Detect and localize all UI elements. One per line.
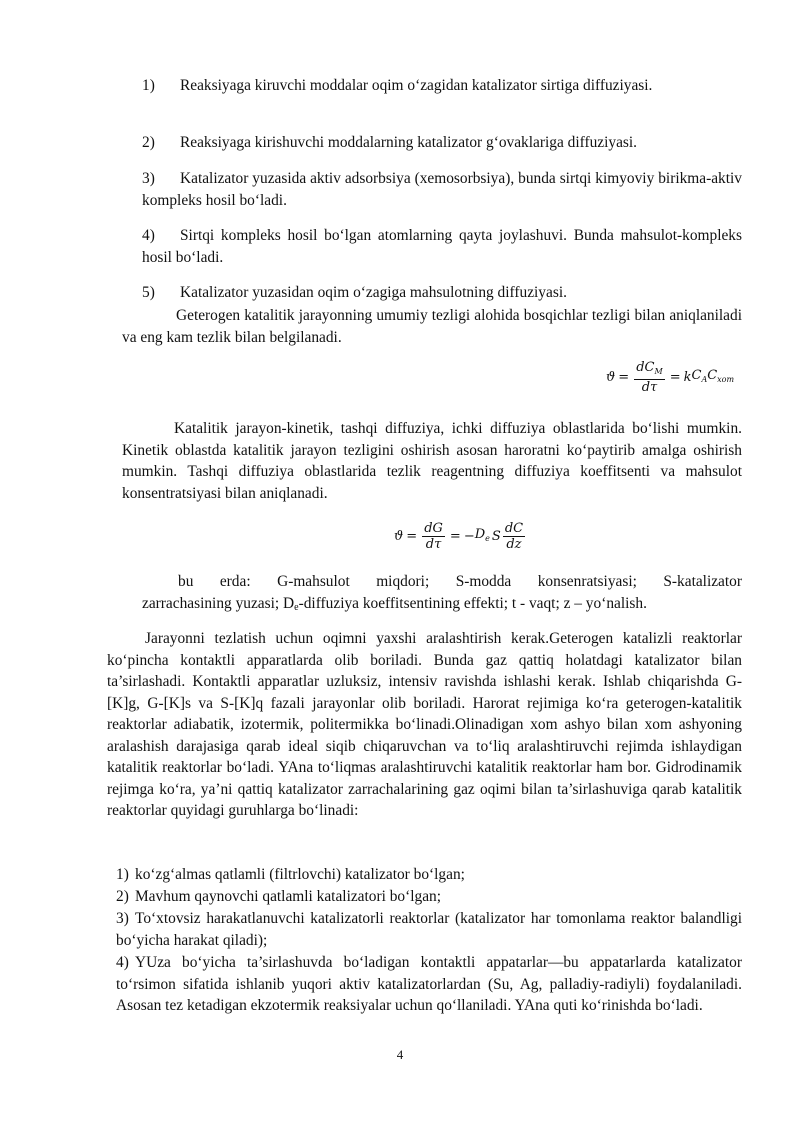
formula-c2: $C_{xom}$ [707, 367, 735, 384]
paragraph-rate: Geterogen katalitik jarayonning umumiy tezligi alohida bosqichlar tezligi bilan aniqlaniladi va eng kam tezlik bilan belgilanadi. [122, 307, 742, 346]
formula-k: k [683, 369, 692, 385]
group-text: To‘xtovsiz harakatlanuvchi katalizatorli reaktorlar (katalizator har tomonlama reaktor balandligi bo‘yicha harakat qiladi); [116, 910, 742, 949]
formula-diffusion [394, 521, 527, 552]
step-number: 5) [142, 284, 155, 301]
where-line-2: zarrachasining yuzasi; $D_e$-diffuziya koeffitsentining effekti; t - vaqt; z – yo‘nalish. [142, 594, 647, 613]
group-4 [116, 952, 742, 1017]
step-text: Reaksiyaga kiruvchi moddalar oqim o‘zagidan katalizator sirtiga diffuziyasi. [180, 77, 653, 94]
formula-rate [606, 360, 734, 395]
group-text: YUza bo‘yicha ta’sirlashuvda bo‘ladigan kontaktli appatarlar—bu appatarlarda katalizator to‘rsimon sifatida ishlanib yuqori aktiv katalizatorlardan (Su, Ag, palladiy-radiyli) foydalaniladi. Asosan tez ketadigan ekzotermik reaksiyalar uchun qo‘llaniladi. YAna quti ko‘rinishda bo‘ladi. [116, 954, 742, 1014]
formula-c1: $C_A$ [691, 367, 708, 384]
group-number: 2) [116, 888, 129, 905]
fraction-numerator: $dC_M$ [634, 360, 664, 380]
formula-fraction [634, 360, 664, 395]
step-5 [142, 282, 742, 304]
group-2 [116, 886, 742, 908]
page-number: 4 [396, 1047, 404, 1062]
formula-eq2: = [669, 369, 681, 385]
group-text: Mavhum qaynovchi qatlamli katalizatori bo‘lgan; [135, 888, 442, 905]
group-number: 3) [116, 910, 129, 927]
fraction-denominator: dz [506, 537, 522, 552]
group-number: 1) [116, 866, 129, 883]
step-number: 2) [142, 134, 155, 151]
step-text: Sirtqi kompleks hosil bo‘lgan atomlarning qayta joylashuvi. Bunda mahsulot-kompleks hosil bo‘ladi. [142, 227, 742, 266]
step-number: 1) [142, 77, 155, 94]
formula-minus: − [463, 528, 475, 544]
paragraph-main: Jarayonni tezlatish uchun oqimni yaxshi aralashtirish kerak.Geterogen katalizli reaktorlar ko‘pincha kontaktli apparatlarda olib boriladi. Bunda gaz qattiq holatdagi katalizator bilan ta’sirlashadi. Kontaktli apparatlar uzluksiz, intensiv ravishda ishlashi kerak. Ishlab chiqarishda G-[K]g, G-[K]s va S-[K]q fazali jarayonlar olib boriladi. Harorat rejimiga ko‘ra geterogen-katalitik reaktorlar adiabatik, izotermik, politermikka bo‘linadi.Olinadigan xom ashyo bilan xom ashyoning aralashish darajasiga qarab ideal siqib chiqaruvchan va to‘liq aralashtiruvchi rejimda ishlaydigan katalitik reaktorlar bo‘ladi. YAna to‘liqmas aralashtiruvchi katalitik reaktorlar ham bor. Gidrodinamik rejimga ko‘ra, ya’ni qattiq katalizator zarrachalarining gaz oqimi bilan ta’sirlashuviga qarab katalitik reaktorlar quyidagi guruhlarga bo‘linadi: [107, 630, 742, 819]
where-line-1: bu erda: G-mahsulot miqdori; S-modda konsenratsiyasi; S-katalizator [178, 573, 742, 590]
formula-eq: = [406, 528, 418, 544]
step-text: Katalizator yuzasidan oqim o‘zagiga mahsulotning diffuziyasi. [180, 284, 567, 301]
formula-eq2: = [449, 528, 461, 544]
fraction-denominator: dτ [425, 537, 442, 552]
paragraph-where [142, 571, 742, 618]
fraction-denominator: dτ [641, 380, 658, 395]
group-3 [116, 908, 742, 951]
fraction-numerator: dC [504, 521, 524, 536]
step-number: 4) [142, 227, 155, 244]
formula-d: $D_e$ [474, 526, 490, 543]
step-text: Katalizator yuzasida aktiv adsorbsiya (xemosorbsiya), bunda sirtqi kimyoviy birikma-aktiv kompleks hosil bo‘ladi. [142, 170, 742, 209]
group-text: ko‘zg‘almas qatlamli (filtrlovchi) katalizator bo‘lgan; [135, 866, 465, 883]
group-1 [116, 864, 742, 886]
formula-lhs: ϑ [606, 369, 616, 385]
formula-fraction [422, 521, 445, 552]
group-number: 4) [116, 954, 129, 971]
step-text: Reaksiyaga kirishuvchi moddalarning katalizator g‘ovaklariga diffuziyasi. [180, 134, 638, 151]
step-3 [142, 168, 742, 211]
formula-s: S [491, 528, 501, 544]
step-1 [142, 75, 742, 97]
formula-lhs: ϑ [394, 528, 404, 544]
paragraph-kinetic: Katalitik jarayon-kinetik, tashqi diffuziya, ichki diffuziya oblastlarida bo‘lishi mumkin. Kinetik oblastda katalitik jarayon tezligini oshirish asosan haroratni ko‘paytirib amalga oshirish mumkin. Tashqi diffuziya oblastlarida tezlik reagentning diffuziya koeffitsenti va mahsulot konsentratsiyasi bilan aniqlanadi. [122, 420, 742, 502]
step-2 [142, 132, 742, 154]
fraction-numerator: dG [424, 521, 443, 536]
step-4 [142, 225, 742, 268]
formula-eq: = [618, 369, 630, 385]
step-number: 3) [142, 170, 155, 187]
formula-fraction-2 [503, 521, 525, 552]
